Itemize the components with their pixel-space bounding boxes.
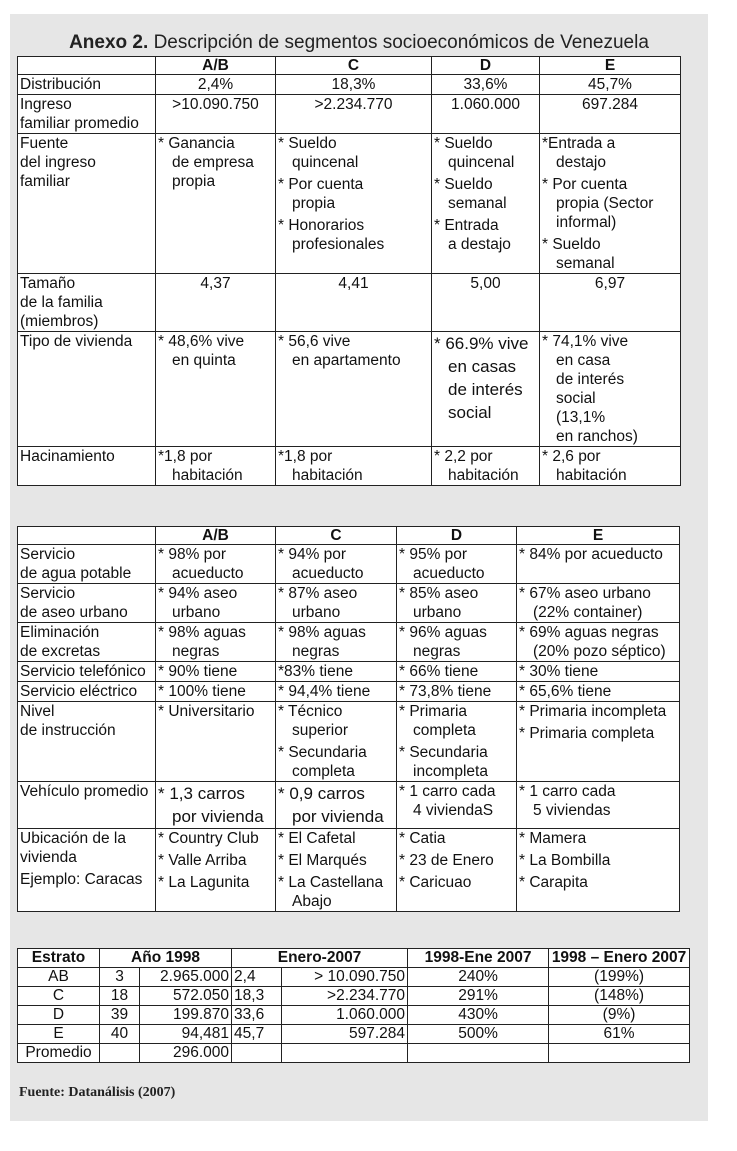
header-cell: Estrato	[18, 949, 100, 968]
table-row	[18, 987, 690, 1006]
table-cell: 40	[100, 1025, 140, 1044]
table-cell: 2.965.000	[140, 968, 232, 987]
table-cell: * 56,6 vive en apartamento	[276, 332, 432, 447]
table-cell: Promedio	[18, 1044, 100, 1063]
table-cell: 45,7	[232, 1025, 282, 1044]
table-cell: * 69% aguas negras (20% pozo séptico)	[517, 623, 680, 662]
table-cell	[282, 1044, 408, 1063]
table-row	[18, 274, 681, 332]
table-cell: C	[18, 987, 100, 1006]
table-row	[18, 682, 680, 702]
row-label: Fuente del ingreso familiar	[18, 134, 156, 274]
table-row	[18, 662, 680, 682]
row-label: Ingreso familiar promedio	[18, 95, 156, 134]
table-cell: 61%	[549, 1025, 690, 1044]
table-cell: * Sueldo quincenal * Sueldo semanal * Entrada a destajo	[432, 134, 540, 274]
table-cell: * 95% por acueducto	[397, 545, 517, 584]
table-cell: * Ganancia de empresa propia	[156, 134, 276, 274]
table-cell: (9%)	[549, 1006, 690, 1025]
table-cell: 1.060.000	[432, 95, 540, 134]
table-cell: *1,8 por habitación	[156, 447, 276, 486]
row-label: Tipo de vivienda	[18, 332, 156, 447]
table-cell: * Catia * 23 de Enero * Caricuao	[397, 829, 517, 912]
page-title: Anexo 2. Descripción de segmentos socioeconómicos de Venezuela	[69, 32, 649, 53]
table-cell: * 74,1% vive en casa de interés social (13,1% en ranchos)	[540, 332, 681, 447]
table-cell: * 30% tiene	[517, 662, 680, 682]
source-note: Fuente: Datanálisis (2007)	[19, 1085, 176, 1100]
table-cell: * 48,6% vive en quinta	[156, 332, 276, 447]
row-label: Eliminación de excretas	[18, 623, 156, 662]
table-cell: AB	[18, 968, 100, 987]
table-cell: * 98% por acueducto	[156, 545, 276, 584]
table-row	[18, 1025, 690, 1044]
header-cell: A/B	[156, 57, 276, 75]
table-row	[18, 1006, 690, 1025]
table-row	[18, 447, 681, 486]
segments-table-1	[17, 56, 681, 486]
table-cell: 597.284	[282, 1025, 408, 1044]
header-cell: C	[276, 527, 397, 545]
header-cell: A/B	[156, 527, 276, 545]
header-cell: D	[432, 57, 540, 75]
table-cell: 18,3%	[276, 75, 432, 95]
table-cell	[408, 1044, 549, 1063]
row-label: Servicio telefónico	[18, 662, 156, 682]
income-comparison-table	[17, 948, 690, 1063]
table-cell: * El Cafetal * El Marqués * La Castellana Abajo	[276, 829, 397, 912]
table-cell: * Country Club * Valle Arriba * La Lagunita	[156, 829, 276, 912]
table-cell: *1,8 por habitación	[276, 447, 432, 486]
header-cell: C	[276, 57, 432, 75]
table-cell: * 90% tiene	[156, 662, 276, 682]
table-header-row	[18, 57, 681, 75]
table-cell: 240%	[408, 968, 549, 987]
table-cell: >2.234.770	[276, 95, 432, 134]
table-cell: *Entrada a destajo * Por cuenta propia (Sector informal) * Sueldo semanal	[540, 134, 681, 274]
table-cell: * 94,4% tiene	[276, 682, 397, 702]
segments-table-2	[17, 526, 680, 912]
row-label: Distribución	[18, 75, 156, 95]
table-cell: >2.234.770	[282, 987, 408, 1006]
table-cell: * 98% aguas negras	[276, 623, 397, 662]
table-cell: 500%	[408, 1025, 549, 1044]
table-cell: * 2,2 por habitación	[432, 447, 540, 486]
header-cell: E	[540, 57, 681, 75]
table-cell: * 67% aseo urbano (22% container)	[517, 584, 680, 623]
row-label: Servicio de agua potable	[18, 545, 156, 584]
table-row	[18, 702, 680, 782]
table-row	[18, 332, 681, 447]
table-cell: 33,6	[232, 1006, 282, 1025]
table-cell: * Técnico superior * Secundaria completa	[276, 702, 397, 782]
header-cell: D	[397, 527, 517, 545]
table-cell	[232, 1044, 282, 1063]
table-cell: 4,37	[156, 274, 276, 332]
table-cell: 33,6%	[432, 75, 540, 95]
header-cell: E	[517, 527, 680, 545]
table-cell: 39	[100, 1006, 140, 1025]
table-row	[18, 829, 680, 912]
table-cell: 18,3	[232, 987, 282, 1006]
table-cell: * 73,8% tiene	[397, 682, 517, 702]
table-cell	[549, 1044, 690, 1063]
table-cell: * 94% aseo urbano	[156, 584, 276, 623]
table-cell: 1.060.000	[282, 1006, 408, 1025]
header-cell: 1998-Ene 2007	[408, 949, 549, 968]
table-cell: * 94% por acueducto	[276, 545, 397, 584]
table-cell: (199%)	[549, 968, 690, 987]
table-cell: 572.050	[140, 987, 232, 1006]
table-cell: 291%	[408, 987, 549, 1006]
header-cell	[18, 57, 156, 75]
header-cell	[18, 527, 156, 545]
table-cell: * 1,3 carros por vivienda	[156, 782, 276, 829]
table-cell: 697.284	[540, 95, 681, 134]
header-cell: Año 1998	[100, 949, 232, 968]
table-cell: *83% tiene	[276, 662, 397, 682]
table-cell: 94,481	[140, 1025, 232, 1044]
table-cell: * 66% tiene	[397, 662, 517, 682]
table-header-row	[18, 949, 690, 968]
table-cell: * 1 carro cada 5 viviendas	[517, 782, 680, 829]
row-label: Hacinamiento	[18, 447, 156, 486]
row-label: Servicio de aseo urbano	[18, 584, 156, 623]
table-cell: 3	[100, 968, 140, 987]
table-cell: * Primaria completa * Secundaria incompleta	[397, 702, 517, 782]
table-row	[18, 545, 680, 584]
table-cell: * 66.9% vive en casas de interés social	[432, 332, 540, 447]
table-cell: * 0,9 carros por vivienda	[276, 782, 397, 829]
table-cell: 6,97	[540, 274, 681, 332]
header-cell: Enero-2007	[232, 949, 408, 968]
table-cell: 2,4%	[156, 75, 276, 95]
table-cell: 5,00	[432, 274, 540, 332]
table-cell: 199.870	[140, 1006, 232, 1025]
table-row	[18, 95, 681, 134]
table-cell: * Mamera * La Bombilla * Carapita	[517, 829, 680, 912]
table-cell: 45,7%	[540, 75, 681, 95]
table-cell: * 100% tiene	[156, 682, 276, 702]
table-cell: 2,4	[232, 968, 282, 987]
table-cell: * 65,6% tiene	[517, 682, 680, 702]
table-cell: * Sueldo quincenal * Por cuenta propia * Honorarios profesionales	[276, 134, 432, 274]
table-cell: E	[18, 1025, 100, 1044]
row-label: Ubicación de la vivienda Ejemplo: Caracas	[18, 829, 156, 912]
table-row	[18, 623, 680, 662]
row-label: Servicio eléctrico	[18, 682, 156, 702]
table-row	[18, 75, 681, 95]
table-row	[18, 968, 690, 987]
table-cell: * 98% aguas negras	[156, 623, 276, 662]
table-row	[18, 782, 680, 829]
table-cell: 4,41	[276, 274, 432, 332]
table-cell: * Universitario	[156, 702, 276, 782]
table-cell: * 85% aseo urbano	[397, 584, 517, 623]
row-label: Vehículo promedio	[18, 782, 156, 829]
table-cell: > 10.090.750	[282, 968, 408, 987]
table-cell: 296.000	[140, 1044, 232, 1063]
table-row	[18, 1044, 690, 1063]
table-header-row	[18, 527, 680, 545]
table-row	[18, 584, 680, 623]
row-label: Nivel de instrucción	[18, 702, 156, 782]
table-cell	[100, 1044, 140, 1063]
table-row	[18, 134, 681, 274]
table-cell: * 87% aseo urbano	[276, 584, 397, 623]
table-cell: * 2,6 por habitación	[540, 447, 681, 486]
table-cell: * 84% por acueducto	[517, 545, 680, 584]
table-cell: (148%)	[549, 987, 690, 1006]
header-cell: 1998 – Enero 2007	[549, 949, 690, 968]
row-label: Tamaño de la familia (miembros)	[18, 274, 156, 332]
table-cell: 18	[100, 987, 140, 1006]
table-cell: * 96% aguas negras	[397, 623, 517, 662]
table-cell: * Primaria incompleta * Primaria completa	[517, 702, 680, 782]
table-cell: 430%	[408, 1006, 549, 1025]
table-cell: * 1 carro cada 4 viviendaS	[397, 782, 517, 829]
table-cell: >10.090.750	[156, 95, 276, 134]
table-cell: D	[18, 1006, 100, 1025]
